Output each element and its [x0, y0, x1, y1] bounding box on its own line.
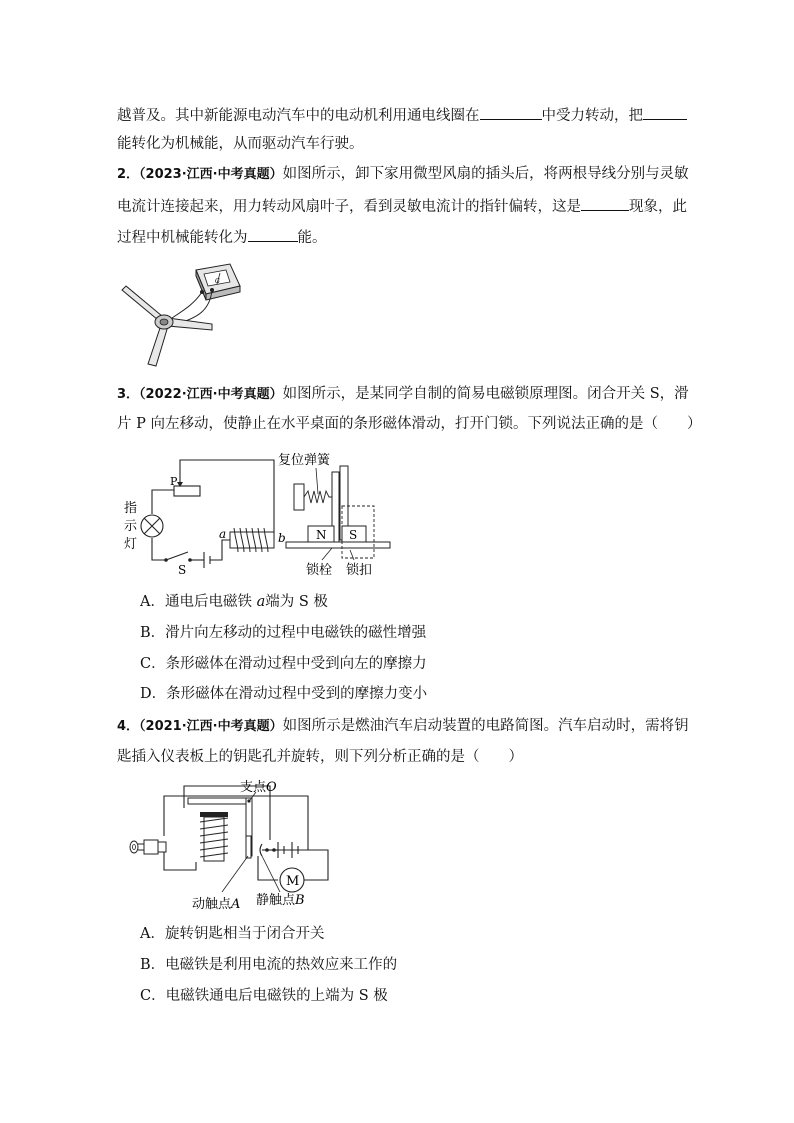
switch-contact [188, 558, 192, 562]
option-text: 电磁铁通电后电磁铁的上端为 S 极 [165, 988, 388, 1004]
q2-text-3a: 过程中机械能转化为 [117, 230, 248, 246]
question-number: 2． [117, 167, 140, 182]
intro-line-1 [117, 104, 687, 126]
q2-text-2b: 现象，此 [629, 199, 687, 215]
key-switch [130, 840, 166, 854]
meter-label: G [215, 278, 220, 285]
bolt-label: 锁栓 [306, 563, 333, 578]
lamp-label-1: 指 [124, 501, 138, 516]
q4-option-c[interactable] [140, 986, 388, 1006]
q2-line-2 [117, 195, 687, 217]
slider-label: P [170, 475, 178, 488]
magnet-s-label: S [349, 528, 358, 542]
fan [122, 286, 212, 366]
option-italic: a [256, 594, 266, 610]
answer-blank [480, 104, 542, 120]
q2-text-2a: 电流计连接起来，用力转动风扇叶子，看到灵敏电流计的指针偏转，这是 [117, 199, 581, 215]
option-letter: A． [140, 594, 165, 610]
static-contact-label: 静触点B [256, 893, 305, 908]
q2-text-3b: 能。 [297, 230, 327, 246]
answer-blank [248, 226, 298, 242]
pivot-label: 支点O [240, 780, 277, 795]
q3-option-a[interactable] [140, 592, 328, 612]
car-starter-figure [122, 776, 342, 914]
option-text: 通电后电磁铁 [164, 594, 257, 610]
intro-text-1a: 越普及。其中新能源电动汽车中的电动机利用通电线圈在 [117, 108, 480, 124]
intro-text-2: 能转化为机械能，从而驱动汽车行驶。 [117, 136, 364, 152]
option-letter: C． [140, 656, 166, 672]
moving-contact-shape [246, 836, 251, 858]
q4-line-2 [117, 747, 523, 767]
switch-contact [164, 558, 168, 562]
catch-label: 锁扣 [346, 563, 373, 578]
question-number: 3． [117, 387, 140, 402]
q4-option-a[interactable] [140, 924, 324, 944]
q3-option-d[interactable] [140, 684, 427, 704]
relay-electromagnet [200, 812, 228, 861]
option-text: 端为 S 极 [265, 594, 328, 610]
question-source: （2023·江西·中考真题） [139, 167, 283, 182]
q4-text-2: 匙插入仪表板上的钥匙孔并旋转，则下列分析正确的是（ ） [117, 749, 523, 765]
option-text: 旋转钥匙相当于闭合开关 [164, 926, 325, 942]
q2-text-1: 如图所示，卸下家用微型风扇的插头后，将两根导线分别与灵敏 [282, 166, 689, 182]
question-number: 4． [117, 719, 140, 734]
option-text: 条形磁体在滑动过程中受到向左的摩擦力 [165, 656, 427, 672]
q3-line-1 [117, 384, 689, 405]
q3-text-2: 片 P 向左移动，使静止在水平桌面的条形磁体滑动，打开门锁。下列说法正确的是（ ） [117, 416, 702, 432]
q2-line-1 [117, 164, 689, 185]
question-source: （2022·江西·中考真题） [139, 387, 283, 402]
q3-option-b[interactable] [140, 623, 426, 643]
end-a-label: a [219, 527, 227, 541]
static-contact-shape [260, 844, 262, 856]
option-letter: B． [140, 625, 166, 641]
q4-text-1: 如图所示是燃油汽车启动装置的电路简图。汽车启动时，需将钥 [282, 718, 689, 734]
electromagnetic-lock-figure [118, 444, 398, 580]
q3-option-c[interactable] [140, 654, 427, 674]
lamp-label-3: 灯 [124, 537, 138, 552]
motor-label: M [286, 874, 300, 889]
lock-mechanism [286, 466, 390, 560]
q3-text-1: 如图所示，是某同学自制的简易电磁锁原理图。闭合开关 S，滑 [282, 386, 689, 402]
question-source: （2021·江西·中考真题） [139, 719, 283, 734]
option-letter: C． [140, 988, 166, 1004]
option-letter: B． [140, 957, 166, 973]
option-text: 条形磁体在滑动过程中受到的摩擦力变小 [166, 686, 428, 702]
spring-label: 复位弹簧 [278, 453, 331, 468]
q4-option-b[interactable] [140, 955, 397, 975]
option-letter: A． [140, 926, 165, 942]
intro-line-2 [117, 134, 364, 154]
q2-line-3 [117, 226, 327, 248]
switch-label: S [178, 563, 187, 577]
answer-blank [643, 104, 687, 120]
fan-galvanometer-figure [118, 260, 248, 368]
indicator-lamp [141, 515, 163, 537]
intro-text-1b: 中受力转动，把 [541, 108, 643, 124]
electromagnet [230, 528, 274, 552]
option-text: 电磁铁是利用电流的热效应来工作的 [165, 957, 398, 973]
magnet-n-label: N [316, 528, 327, 542]
q3-line-2 [117, 414, 701, 434]
end-b-label: b [278, 531, 286, 545]
q4-line-1 [117, 716, 689, 737]
option-text: 滑片向左移动的过程中电磁铁的磁性增强 [165, 625, 427, 641]
moving-contact-label: 动触点A [192, 897, 241, 912]
answer-blank [581, 195, 629, 211]
galvanometer [196, 264, 240, 300]
option-letter: D． [140, 686, 167, 702]
lamp-label-2: 示 [124, 519, 138, 534]
